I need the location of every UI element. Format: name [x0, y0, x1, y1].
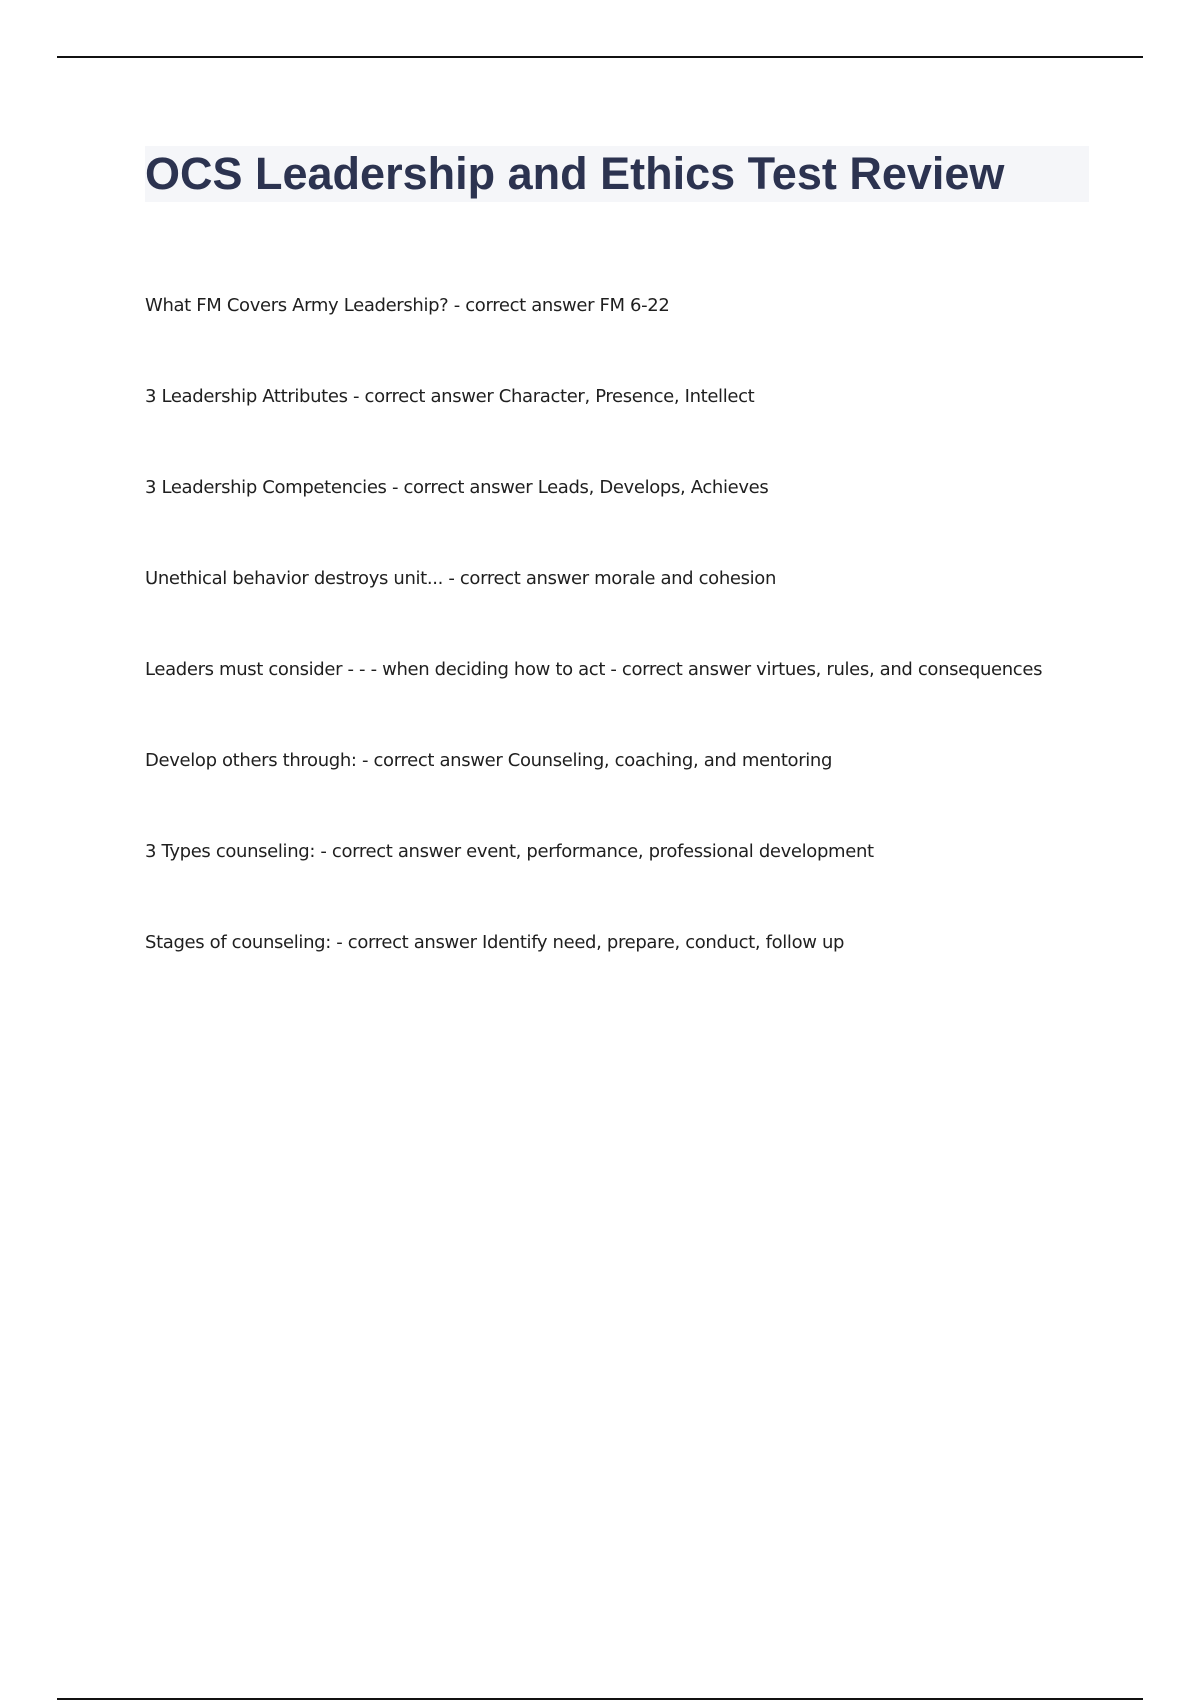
page-title: OCS Leadership and Ethics Test Review	[145, 148, 1005, 199]
qa-item: Unethical behavior destroys unit... - correct answer morale and cohesion	[145, 568, 777, 589]
qa-item: 3 Leadership Competencies - correct answer Leads, Develops, Achieves	[145, 477, 769, 498]
qa-item: Develop others through: - correct answer Counseling, coaching, and mentoring	[145, 750, 833, 771]
qa-item: What FM Covers Army Leadership? - correct answer FM 6-22	[145, 295, 670, 316]
top-divider	[57, 56, 1143, 58]
qa-item: 3 Types counseling: - correct answer event, performance, professional development	[145, 841, 874, 862]
qa-item: 3 Leadership Attributes - correct answer Character, Presence, Intellect	[145, 386, 755, 407]
question-answer-list	[145, 293, 1105, 1021]
qa-item: Stages of counseling: - correct answer Identify need, prepare, conduct, follow up	[145, 932, 845, 953]
qa-item: Leaders must consider - - - when deciding how to act - correct answer virtues, rules, and consequences	[145, 659, 1043, 680]
title-banner	[145, 146, 1089, 202]
